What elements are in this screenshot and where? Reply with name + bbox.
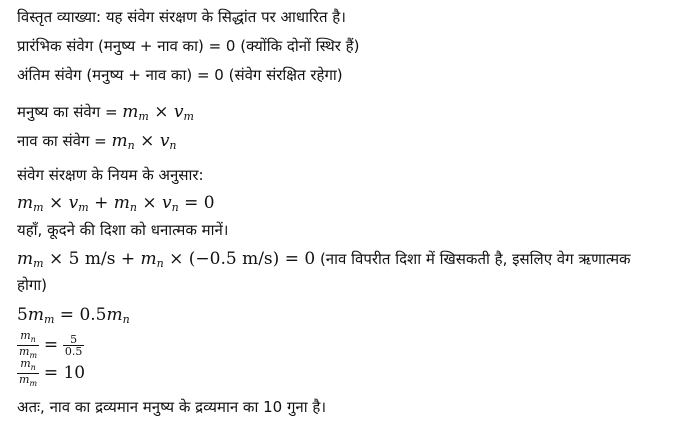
ratio-result-fraction: $\frac{m_n}{m_m}$ bbox=[19, 357, 38, 388]
boat-momentum-formula: $m_n \times v_n$ bbox=[111, 131, 177, 152]
man-momentum-formula: $m_m \times v_m$ bbox=[122, 102, 194, 123]
simplified-equation: $5m_m = 0.5m_n$ bbox=[17, 305, 130, 326]
conservation-law-line: संवेग संरक्षण के नियम के अनुसार: bbox=[17, 166, 204, 184]
boat-momentum-line bbox=[17, 130, 177, 157]
conclusion-line: अतः, नाव का द्रव्यमान मनुष्य के द्रव्यमान का 10 गुना है। bbox=[17, 398, 327, 416]
man-momentum-line bbox=[17, 101, 194, 128]
man-momentum-label: मनुष्य का संवेग = bbox=[17, 103, 123, 121]
ratio-result-equation: $\frac{m_n}{m_m}$ = 10 bbox=[19, 357, 86, 388]
boat-momentum-label: नाव का संवेग = bbox=[17, 132, 112, 150]
substituted-note: (नाव विपरीत दिशा में खिसकती है, इसलिए वेग ऋणात्मक bbox=[315, 250, 631, 268]
substituted-note-continued: होगा) bbox=[17, 276, 48, 294]
final-momentum-line: अंतिम संवेग (मनुष्य + नाव का) = 0 (संवेग संरक्षित रहेगा) bbox=[17, 66, 343, 84]
substituted-equation: $m_m \times 5$ $m/s + m_n \times (-0.5$ m/s) = 0 (नाव विपरीत दिशा में खिसकती है, इसलिए वेग ऋणात्मक bbox=[17, 249, 631, 270]
ratio-fraction-lhs: $\frac{m_n}{m_m}$ bbox=[19, 329, 38, 360]
direction-convention-line: यहाँ, कूदने की दिशा को धनात्मक मानें। bbox=[17, 221, 229, 239]
conservation-equation: $m_m \times v_m + m_n \times v_n = 0$ bbox=[17, 193, 215, 214]
explanation-heading: विस्तृत व्याख्या: यह संवेग संरक्षण के सिद्धांत पर आधारित है। bbox=[17, 8, 346, 26]
initial-momentum-line: प्रारंभिक संवेग (मनुष्य + नाव का) = 0 (क्योंकि दोनों स्थिर हैं) bbox=[17, 37, 360, 55]
ratio-equation: $\frac{m_n}{m_m}$ = $\frac{5}{0.5}$ bbox=[19, 329, 83, 360]
ratio-fraction-rhs: $\frac{5}{0.5}$ bbox=[64, 333, 83, 358]
